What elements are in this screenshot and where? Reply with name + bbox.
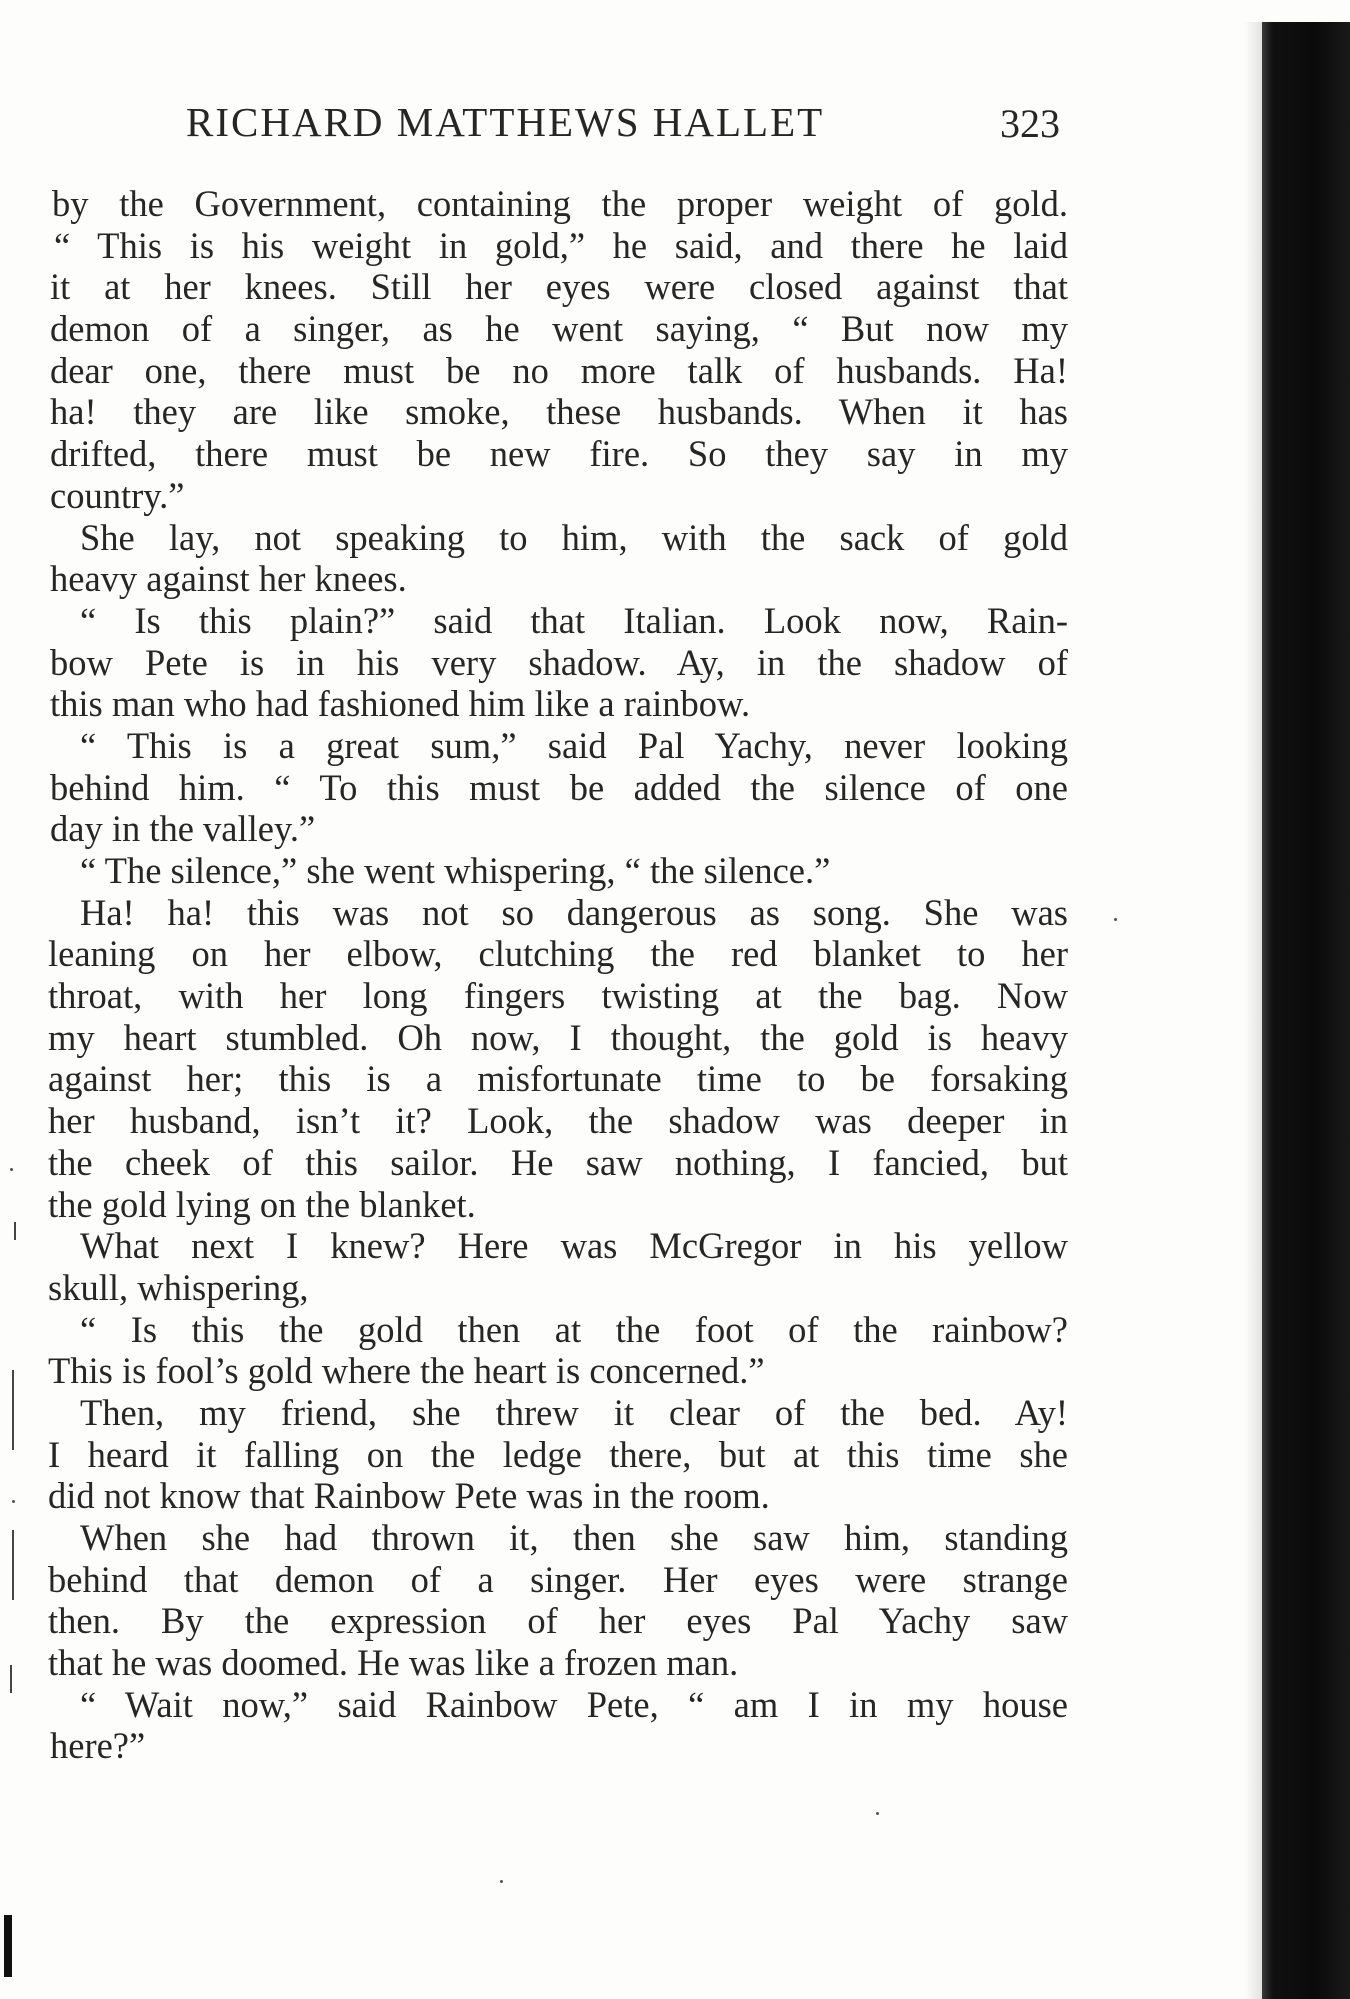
speck [12,1500,15,1503]
body-text [44,183,1068,1767]
text-line: “ Is this the gold then at the foot of the rainbow? [80,1308,1068,1350]
text-line: my heart stumbled. Oh now, I thought, the gold is heavy [48,1016,1068,1058]
text-line: against her; this is a misfortunate time to be forsaking [48,1058,1068,1100]
speck [10,1168,13,1171]
text-line: her husband, isn’t it? Look, the shadow was deeper in [48,1100,1068,1142]
speck [500,1880,503,1883]
text-line: then. By the expression of her eyes Pal Yachy saw [48,1600,1068,1642]
text-line: I heard it falling on the ledge there, but at this time she [48,1433,1068,1475]
text-line: behind that demon of a singer. Her eyes were strange [48,1558,1068,1600]
speck [1114,918,1117,921]
text-line: leaning on her elbow, clutching the red blanket to her [48,933,1068,975]
text-line: dear one, there must be no more talk of husbands. Ha! [50,349,1068,391]
text-line: day in the valley.” [50,808,316,850]
text-line: it at her knees. Still her eyes were closed against that [50,266,1068,308]
text-line: the gold lying on the blanket. [48,1183,476,1225]
text-line: What next I knew? Here was McGregor in his yellow [80,1225,1068,1267]
text-line: here?” [50,1725,146,1767]
text-line: “ The silence,” she went whispering, “ the silence.” [80,850,831,891]
text-line: “ This is a great sum,” said Pal Yachy, never looking [80,724,1068,766]
margin-mark [12,1530,14,1600]
text-line: skull, whispering, [48,1266,309,1308]
text-line: She lay, not speaking to him, with the sack of gold [80,516,1068,558]
margin-mark [10,1665,12,1693]
text-line: Ha! ha! this was not so dangerous as song. She was [80,891,1068,933]
text-line: ha! they are like smoke, these husbands. When it has [50,391,1068,433]
text-line: country.” [50,474,185,516]
text-line: Then, my friend, she threw it clear of the bed. Ay! [80,1391,1068,1433]
text-line: did not know that Rainbow Pete was in the room. [48,1475,770,1517]
text-line: behind him. “ To this must be added the silence of one [50,766,1068,808]
text-line: “ Wait now,” said Rainbow Pete, “ am I in my house [80,1683,1068,1725]
text-line: “ Is this plain?” said that Italian. Look now, Rain- [80,599,1068,641]
margin-mark [12,1370,14,1450]
running-head: RICHARD MATTHEWS HALLET [186,99,825,145]
text-line: by the Government, containing the proper weight of gold. [52,183,1068,224]
text-line: heavy against her knees. [50,558,407,600]
text-line: this man who had fashioned him like a rainbow. [50,683,751,725]
page-number: 323 [1000,101,1060,146]
text-line: bow Pete is in his very shadow. Ay, in the shadow of [50,641,1068,683]
margin-mark [14,1222,16,1240]
text-line: demon of a singer, as he went saying, “ But now my [50,308,1068,350]
speck [876,1812,879,1815]
binding-shadow [1244,22,1264,1999]
text-line: drifted, there must be new fire. So they say in my [50,433,1068,475]
margin-mark [4,1915,12,1977]
text-line: that he was doomed. He was like a frozen man. [48,1642,739,1684]
text-line: When she had thrown it, then she saw him, standing [80,1517,1068,1558]
text-line: This is fool’s gold where the heart is concerned.” [48,1350,765,1392]
text-line: the cheek of this sailor. He saw nothing, I fancied, but [48,1141,1068,1183]
text-line: throat, with her long fingers twisting at the bag. Now [48,975,1068,1017]
binding-edge [1262,22,1350,1999]
text-line: “ This is his weight in gold,” he said, and there he laid [54,224,1068,266]
page-header [0,98,1080,158]
